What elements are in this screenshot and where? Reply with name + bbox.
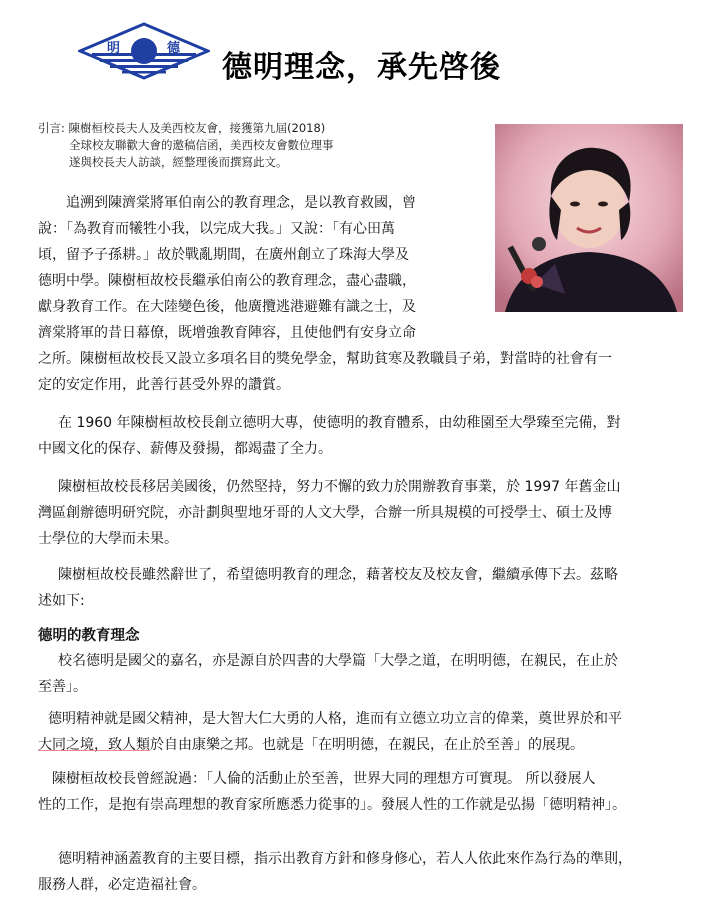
text-line: 述如下: [38,593,85,609]
text-line: 至善」。 [38,679,87,695]
paragraph-intro-cont [38,346,678,398]
text-line: 灣區創辦德明研究院，亦計劃與聖地牙哥的人文大學，合辦一所具規模的可授學士、碩士及博 [38,505,612,521]
logo-char-right: 德 [167,41,181,56]
text-line: 獻身教育工作。在大陸變色後，他廣攬逃港避難有識之士，及 [38,299,416,315]
text-line: 服務人群，必定造福社會。 [38,877,206,893]
citation-line: 遂與校長夫人訪談，經整理後而撰寫此文。 [69,155,288,169]
text-line [38,732,678,758]
citation-line: 引言: 陳樹桓校長夫人及美西校友會，接獲第九屆(2018) [38,121,326,135]
paragraph-quote [38,766,678,818]
text-line: 定的安定作用，此善行甚受外界的讚賞。 [38,377,290,393]
text-line: 德明精神涵蓋教育的主要目標，指示出教育方針和修身修心，若人人依此來作為行為的準則， [58,851,632,867]
text-line: 在 1960 年陳樹桓故校長創立德明大專，使德明的教育體系，由幼稚園至大學臻至完備，對 [58,415,621,431]
text-line: 中國文化的保存、薪傳及發揚，都竭盡了全力。 [38,441,332,457]
text-line: 頃，留予子孫耕。」故於戰亂期間，在廣州創立了珠海大學及 [38,247,409,263]
underlined-text: 大同之境， [38,737,108,753]
text-line: 之所。陳樹桓故校長又設立多項名目的獎免學金，幫助貧寒及教職員子弟，對當時的社會有一 [38,351,612,367]
paragraph-spirit [38,706,678,758]
text-line: 濟棠將軍的昔日幕僚，既增強教育陣容，且使他們有安身立命 [38,325,416,341]
text-line: 陳樹桓故校長移居美國後，仍然堅持，努力不懈的致力於開辦教育事業，於 1997 年舊金山 [58,479,621,495]
paragraph-intro [38,190,484,346]
school-logo [78,22,210,80]
text-line: 校名德明是國父的嘉名，亦是源自於四書的大學篇「大學之道，在明明德，在親民，在止於 [58,653,618,669]
logo-char-left: 明 [107,41,121,56]
text-line: 說：「為教育而犧牲小我，以完成大我。」又說：「有心田萬 [38,221,395,237]
page-title: 德明理念，承先啓後 [222,50,501,85]
paragraph-legacy [38,562,678,614]
paragraph-goal [38,846,678,898]
paragraph-1997 [38,474,678,552]
section-heading: 德明的教育理念 [38,628,140,644]
text-line: 性的工作，是抱有崇高理想的教育家所應悉力從事的」。發展人性的工作就是弘揚「德明精神」。 [38,797,626,813]
portrait-photo [495,124,683,312]
paragraph-school-name [38,648,678,700]
citation-line: 全球校友聯歡大會的邀稿信函，美西校友會數位理事 [69,138,334,152]
text-line: 追溯到陳濟棠將軍伯南公的教育理念，是以教育救國，曾 [66,195,416,211]
paragraph-1960 [38,410,678,462]
text-line: 陳樹桓故校長雖然辭世了，希望德明教育的理念，藉著校友及校友會，繼續承傳下去。茲略 [58,567,618,583]
text-line: 陳樹桓故校長曾經說過：「人倫的活動止於至善，世界大同的理想方可實現。 所以發展人 [52,771,596,787]
underlined-text: 致人類 [108,737,150,753]
text-line: 德明中學。陳樹桓故校長繼承伯南公的教育理念，盡心盡職， [38,273,416,289]
citation-block [38,120,368,171]
text-span: 於自由康樂之邦。也就是「在明明德，在親民，在止於至善」的展現。 [150,737,584,753]
page-header [0,0,709,110]
text-line: 德明精神就是國父精神，是大智大仁大勇的人格，進而有立德立功立言的偉業，奠世界於和平 [48,711,622,727]
text-line: 士學位的大學而未果。 [38,531,178,547]
